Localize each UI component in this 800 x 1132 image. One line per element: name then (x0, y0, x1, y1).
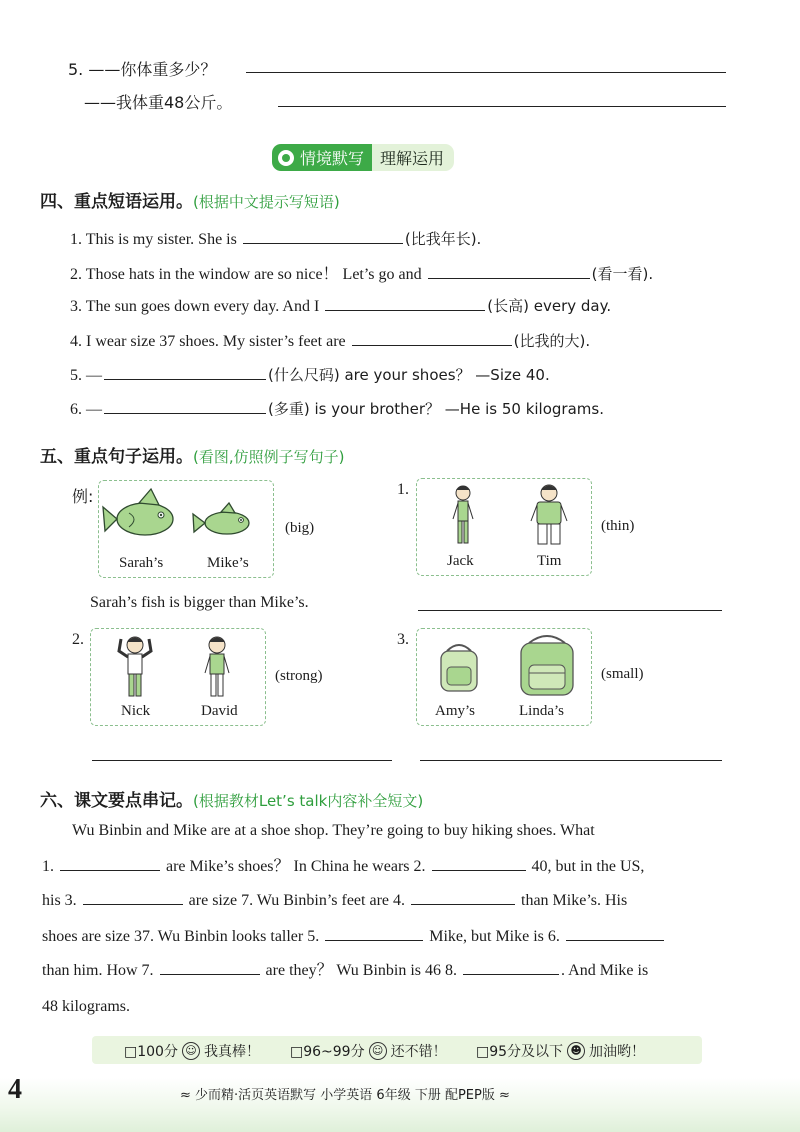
answer-blank[interactable] (243, 243, 403, 244)
passage-line-4: shoes are size 37. Wu Binbin looks taller 5. Mike, but Mike is 6. (42, 920, 666, 954)
section6-title: 六、课文要点串记。(根据教材Let’s talk内容补全短文) (40, 791, 424, 811)
answer-line[interactable] (278, 106, 726, 107)
example-label: 例: (72, 487, 94, 506)
p3-number: 3. (397, 631, 409, 648)
p3-right-label: Linda’s (519, 703, 564, 719)
answer-blank[interactable] (463, 974, 559, 975)
answer-blank[interactable] (83, 904, 183, 905)
badge-right: 理解运用 (372, 144, 454, 171)
boys-strong-illustration (91, 629, 267, 707)
answer-line[interactable] (92, 760, 392, 761)
s4-item-5: 5. — (什么尺码) are your shoes？ —Size 40. (70, 366, 550, 384)
answer-blank[interactable] (160, 974, 260, 975)
s4-item-2: 2. Those hats in the window are so nice！ Let’s go and (看一看). (70, 265, 654, 283)
p2-picture-box (90, 628, 266, 726)
s4-item-1: 1. This is my sister. She is (比我年长). (70, 230, 482, 248)
badge-left: 情境默写 (300, 149, 365, 168)
answer-blank[interactable] (104, 413, 266, 414)
medal-icon (278, 150, 294, 166)
passage-line-2: 1. are Mike’s shoes？ In China he wears 2. 40, but in the US, (42, 858, 645, 875)
eval-c-checkbox[interactable]: □95分及以下 (476, 1044, 564, 1060)
p1-number: 1. (397, 481, 409, 498)
eval-c-text: 加油哟！ (589, 1044, 646, 1060)
smile-icon: ☺ (182, 1042, 200, 1060)
passage-line-3: his 3. are size 7. Wu Binbin’s feet are 4. than Mike’s. His (42, 892, 628, 909)
p1-adj: (thin) (601, 518, 635, 534)
eval-a-checkbox[interactable]: □100分 (124, 1044, 178, 1060)
passage-line-1: Wu Binbin and Mike are at a shoe shop. They’re going to buy hiking shoes. What (72, 822, 595, 839)
example-picture-box (98, 480, 274, 578)
boys-illustration (417, 479, 593, 557)
section5-hint: (看图,仿照例子写句子) (193, 448, 345, 466)
page-number: 4 (8, 1074, 22, 1105)
p3-left-label: Amy’s (435, 703, 476, 719)
answer-blank[interactable] (325, 940, 423, 941)
footer-text: ≈ 少而精·活页英语默写 小学英语 6年级 下册 配PEP版 ≈ (180, 1088, 510, 1103)
cheer-icon: ☻ (567, 1042, 585, 1060)
answer-line[interactable] (246, 72, 726, 73)
answer-line[interactable] (420, 760, 722, 761)
fish-illustration (99, 481, 275, 551)
example-adj: (big) (285, 520, 315, 536)
p2-right-label: David (201, 703, 238, 719)
s4-item-6: 6. — (多重) is your brother？ —He is 50 kilograms. (70, 400, 604, 418)
answer-blank[interactable] (566, 940, 664, 941)
q5-line1: 5. ——你体重多少？ (68, 60, 217, 79)
passage-line-5: than him. How 7. are they？ Wu Binbin is 46 8. . And Mike is (42, 962, 649, 979)
answer-blank[interactable] (325, 310, 485, 311)
section6-hint: (根据教材Let’s talk内容补全短文) (193, 792, 424, 810)
section4-hint: (根据中文提示写短语) (193, 193, 340, 211)
self-evaluation-bar (92, 1036, 702, 1064)
answer-blank[interactable] (411, 904, 515, 905)
smile-icon: ☺ (369, 1042, 387, 1060)
answer-blank[interactable] (428, 278, 590, 279)
answer-blank[interactable] (60, 870, 160, 871)
eval-b-text: 还不错！ (390, 1044, 447, 1060)
answer-blank[interactable] (104, 379, 266, 380)
p2-adj: (strong) (275, 668, 323, 684)
section5-title: 五、重点句子运用。(看图,仿照例子写句子) (40, 447, 345, 467)
example-right-label: Mike’s (207, 555, 249, 571)
p1-right-label: Tim (537, 553, 562, 569)
q5-line2: ——我体重48公斤。 (84, 93, 233, 112)
p1-left-label: Jack (447, 553, 474, 569)
example-left-label: Sarah’s (119, 555, 164, 571)
eval-b-checkbox[interactable]: □96~99分 (290, 1044, 365, 1060)
p2-number: 2. (72, 631, 84, 648)
p3-adj: (small) (601, 666, 644, 682)
eval-a-text: 我真棒！ (203, 1044, 260, 1060)
bags-illustration (417, 629, 593, 707)
s4-item-4: 4. I wear size 37 shoes. My sister’s feet are (比我的大). (70, 332, 591, 350)
example-sentence: Sarah’s fish is bigger than Mike’s. (90, 594, 309, 611)
p2-left-label: Nick (121, 703, 151, 719)
answer-blank[interactable] (352, 345, 512, 346)
answer-blank[interactable] (432, 870, 526, 871)
section4-title: 四、重点短语运用。(根据中文提示写短语) (40, 192, 340, 212)
answer-line[interactable] (418, 610, 722, 611)
passage-line-6: 48 kilograms. (42, 998, 130, 1015)
section-badge (272, 144, 454, 171)
p1-picture-box (416, 478, 592, 576)
p3-picture-box (416, 628, 592, 726)
s4-item-3: 3. The sun goes down every day. And I (长高) every day. (70, 297, 612, 315)
